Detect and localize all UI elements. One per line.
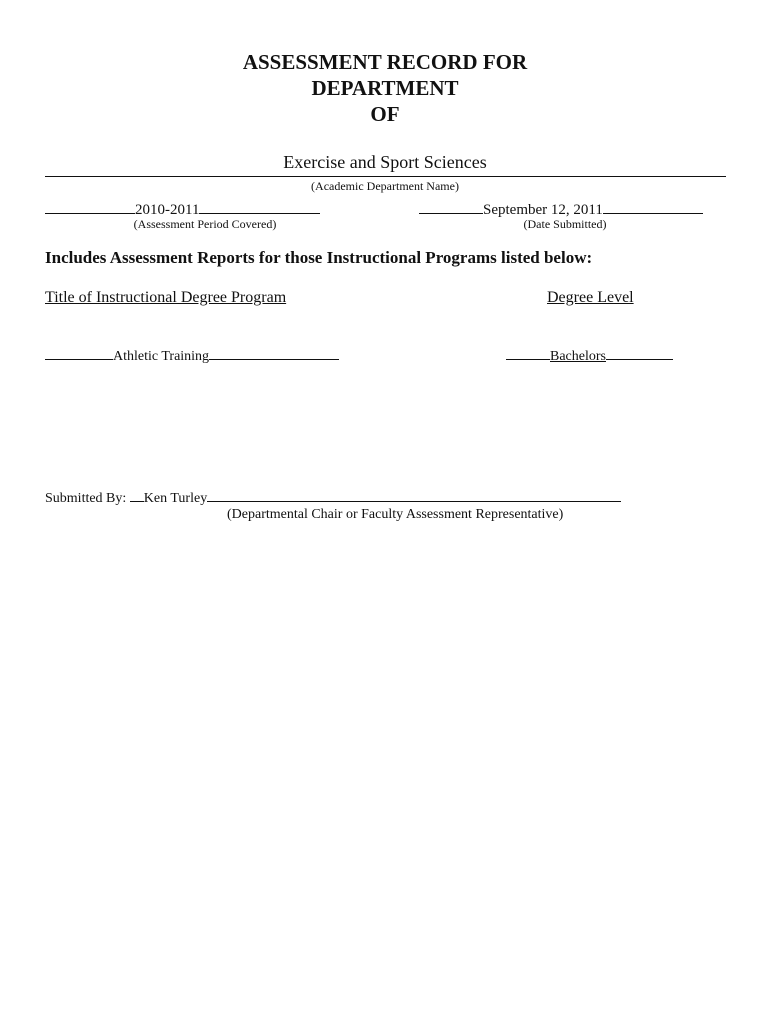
title-line-1: ASSESSMENT RECORD FOR	[242, 50, 528, 74]
level-column-header: Degree Level	[547, 289, 634, 306]
department-name-caption: (Academic Department Name)	[311, 179, 459, 193]
submitted-by-label: Submitted By:	[45, 491, 127, 506]
program-row-level	[506, 345, 673, 366]
date-submitted-caption: (Date Submitted)	[523, 217, 607, 231]
department-name: Exercise and Sport Sciences	[283, 152, 487, 172]
blank-line	[606, 345, 673, 360]
program-column-header: Title of Instructional Degree Program	[45, 289, 287, 306]
assessment-period-field	[45, 199, 320, 219]
program-name: Athletic Training	[113, 349, 210, 364]
assessment-period-value: 2010-2011	[135, 202, 200, 218]
blank-line	[199, 199, 320, 214]
submitter-name: Ken Turley	[143, 491, 208, 506]
blank-line	[45, 345, 113, 360]
degree-level-value: Bachelors	[550, 349, 606, 364]
blank-line	[419, 199, 483, 214]
title-line-2: DEPARTMENT	[311, 76, 459, 100]
date-submitted-field	[419, 199, 703, 219]
blank-line	[506, 345, 550, 360]
submitted-by-caption: (Departmental Chair or Faculty Assessment Representative)	[227, 507, 564, 522]
title-line-3: OF	[370, 102, 400, 126]
blank-line	[209, 345, 339, 360]
program-row-program	[45, 345, 339, 366]
includes-heading: Includes Assessment Reports for those Instructional Programs listed below:	[45, 248, 593, 267]
assessment-period-caption: (Assessment Period Covered)	[133, 217, 277, 231]
blank-line	[207, 487, 621, 502]
blank-line	[603, 199, 703, 214]
department-name-rule	[45, 176, 726, 177]
blank-line	[130, 487, 144, 502]
date-submitted-value: September 12, 2011	[483, 202, 603, 218]
submitted-by-field	[45, 487, 621, 508]
blank-line	[45, 199, 135, 214]
